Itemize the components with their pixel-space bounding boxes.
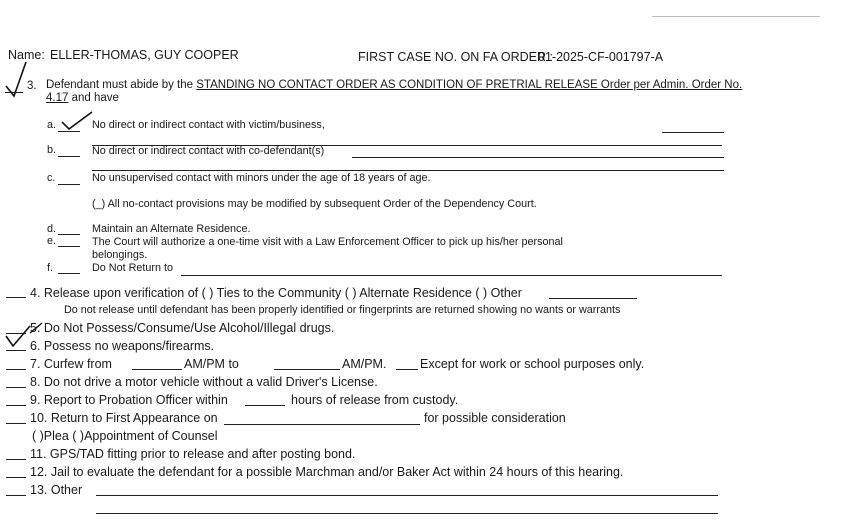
item3c-text: No unsupervised contact with minors under the age of 18 years of age. [92,172,431,184]
item3d-letter: d. [47,223,57,235]
item4-blank [6,297,26,298]
item7-except-blank [396,369,418,370]
item3c-blank [58,184,80,185]
item7-blank [6,369,26,370]
item7-ampm-to: AM/PM to [184,357,239,371]
item13-blank [6,495,26,496]
item8-blank [6,387,26,388]
item6-text: 6. Possess no weapons/firearms. [30,339,215,353]
curfew-from-line [132,369,182,370]
item3-text-lead: Defendant must abide by the [46,79,197,91]
item9-hours-line [245,405,285,406]
item3-line2-rest: and have [68,92,119,104]
item3b-codefendant-line [352,157,724,158]
item4-other-line [549,298,637,299]
item7-except: Except for work or school purposes only. [420,357,645,371]
item10-blank [6,423,26,424]
item3f-location-line [181,275,722,276]
item6-checkmark-icon [4,324,32,350]
item3a-checkmark-icon [60,110,94,132]
top-rule [652,16,820,17]
name-label: Name: [8,48,45,62]
item3b-blank [58,156,80,157]
item9-text-a: 9. Report to Probation Officer within [30,393,228,407]
item13-other-line-2 [96,513,718,514]
item3a-letter: a. [47,119,57,131]
item3a-blank [58,131,80,132]
item4-note: Do not release until defendant has been properly identified or fingerprints are returned showing no wants or warrants [64,304,621,316]
item3e-text-cont: belongings. [92,249,148,261]
item3f-text: Do Not Return to [92,262,174,274]
item3-number: 3. [27,80,37,92]
item6-blank [6,350,26,351]
case-number: 01-2025-CF-001797-A [538,50,664,64]
item3a-extra-line [662,132,724,133]
item3c-letter: c. [47,172,56,184]
item3e-text: The Court will authorize a one-time visit with a Law Enforcement Officer to pick up his/her personal [92,236,563,248]
defendant-name: ELLER-THOMAS, GUY COOPER [50,48,239,62]
item9-text-b: hours of release from custody. [291,393,459,407]
item3d-text: Maintain an Alternate Residence. [92,223,251,235]
item9-blank [6,405,26,406]
item10-date-line [224,424,420,425]
item10-text-b: for possible consideration [424,411,566,425]
item3b-text: No direct or indirect contact with co-defendant(s) [92,145,325,157]
item12-text: 12. Jail to evaluate the defendant for a possible Marchman and/or Baker Act within 24 hours of this hearing. [30,465,624,479]
item3-blank [5,92,23,93]
item3b-letter: b. [47,144,57,156]
item12-blank [6,477,26,478]
item3f-letter: f. [47,262,53,274]
item3d-blank [58,234,80,235]
curfew-to-line [274,369,340,370]
item3-standing-order: STANDING NO CONTACT ORDER AS CONDITION OF PRETRIAL RELEASE Order per Admin. Order No. [196,79,743,91]
item7-curfew-label: 7. Curfew from [30,357,112,371]
item10-text-a: 10. Return to First Appearance on [30,411,218,425]
item11-blank [6,459,26,460]
item13-other-line-1 [96,495,718,496]
item5-text: 5. Do Not Possess/Consume/Use Alcohol/Illegal drugs. [30,321,335,335]
case-label: FIRST CASE NO. ON FA ORDER : [358,50,553,64]
item3-text-line2 [46,93,119,105]
no-contact-modification-note: (_) All no-contact provisions may be modified by subsequent Order of the Dependency Court. [92,198,537,210]
item10-sub-options: ( )Plea ( )Appointment of Counsel [32,429,218,443]
item3f-blank [58,273,80,274]
item8-text: 8. Do not drive a motor vehicle without a valid Driver's License. [30,375,378,389]
item3a-text: No direct or indirect contact with victim/business, [92,119,325,131]
item7-ampm: AM/PM. [342,357,387,371]
item4-text: 4. Release upon verification of ( ) Ties to the Community ( ) Alternate Residence ( ) Other [30,286,522,300]
item3e-blank [58,246,80,247]
item3-text [46,80,742,92]
item13-text: 13. Other [30,483,83,497]
admin-order-number: 4.17 [46,92,69,104]
item11-text: 11. GPS/TAD fitting prior to release and after posting bond. [30,447,356,461]
item3e-letter: e. [47,235,57,247]
item5-blank [6,333,26,334]
item3b-extra-line [92,170,724,171]
